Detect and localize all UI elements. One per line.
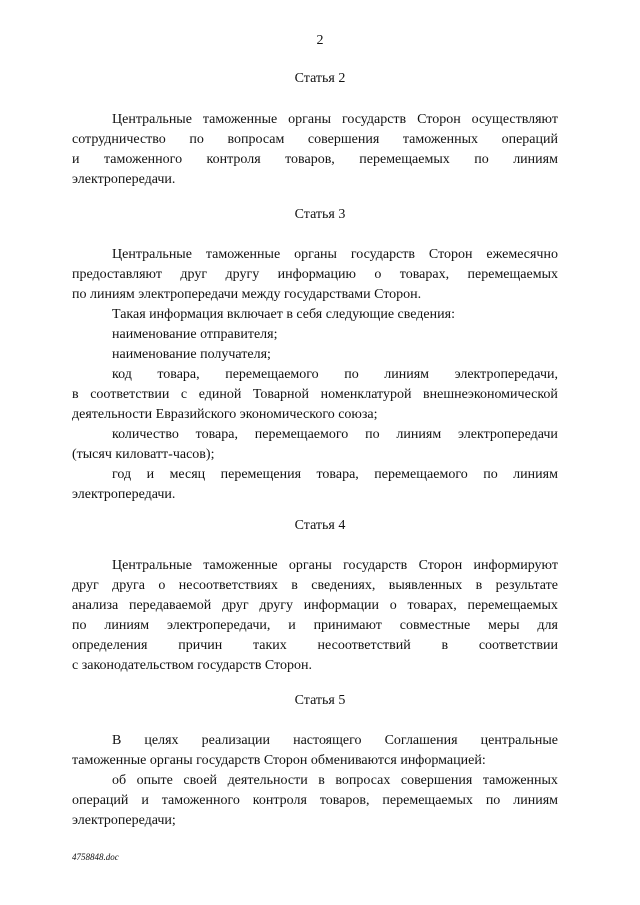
word: внешнеэкономической [423, 387, 558, 402]
text-line [72, 731, 558, 751]
word: предоставляют [72, 267, 162, 282]
word: таможенные [205, 247, 281, 262]
text-line [72, 771, 558, 791]
word: другу [225, 267, 260, 282]
article-4-paragraph [72, 556, 558, 676]
word: и [288, 618, 296, 633]
word: таможенных [402, 132, 478, 147]
word: друга [112, 578, 145, 593]
text-line-last: таможенные органы государств Сторон обмениваются информацией: [72, 753, 486, 768]
word: информируют [473, 558, 558, 573]
word: товара, [316, 467, 359, 482]
text-line-last: с законодательством государств Сторон. [72, 658, 313, 673]
word: совершения [307, 132, 380, 147]
word: и [72, 152, 80, 167]
text-line [72, 265, 558, 285]
word: таможенного [161, 793, 240, 808]
text-line [72, 616, 558, 636]
word: причин [178, 638, 223, 653]
word: перемещаемых [467, 267, 558, 282]
text-line [72, 596, 558, 616]
text-line [72, 150, 558, 170]
word: месяц [169, 467, 206, 482]
word: контроля [252, 793, 307, 808]
word: Сторон [428, 247, 473, 262]
word: по [485, 793, 501, 808]
word: перемещаемого [225, 367, 319, 382]
word: электропередачи, [454, 367, 558, 382]
word: друг [72, 578, 99, 593]
word: другу [259, 598, 294, 613]
word: органы [294, 247, 337, 262]
article-5-heading: Статья 5 [294, 693, 346, 708]
word: перемещаемых [382, 793, 473, 808]
word: таможенных [482, 773, 558, 788]
word: перемещаемого [374, 467, 468, 482]
word: ежемесячно [486, 247, 558, 262]
word: номенклатурой [320, 387, 412, 402]
word: целях [144, 733, 179, 748]
word: товара, [195, 427, 238, 442]
word: с [180, 387, 188, 402]
word: государств [341, 112, 407, 127]
word: товарах, [407, 598, 457, 613]
text-line [72, 365, 558, 385]
footer-document-id: 4758848.doc [72, 852, 119, 862]
article-2-paragraph [72, 110, 558, 190]
text-line-last: электропередачи; [72, 813, 176, 828]
word: операций [501, 132, 558, 147]
text-line-last: (тысяч киловатт-часов); [72, 447, 215, 462]
word: в [72, 387, 79, 402]
word: информации [303, 598, 380, 613]
text-line [72, 130, 558, 150]
word: соответствии [478, 638, 558, 653]
word: вопросам [227, 132, 285, 147]
word: настоящего [293, 733, 362, 748]
word: Центральные [112, 112, 192, 127]
word: органы [288, 558, 332, 573]
word: несоответствий [317, 638, 411, 653]
article-5-paragraph-2 [72, 771, 558, 831]
text-line [72, 110, 558, 130]
article-2-heading: Статья 2 [294, 71, 346, 86]
article-3-heading: Статья 3 [294, 207, 346, 222]
word: несоответствиях [178, 578, 278, 593]
word: таких [253, 638, 287, 653]
text-line [72, 576, 558, 596]
word: о [374, 267, 382, 282]
word: таможенные [203, 558, 278, 573]
word: друг [221, 598, 249, 613]
word: В [112, 733, 122, 748]
word: определения [72, 638, 148, 653]
page-number: 2 [316, 33, 324, 48]
word: друг [180, 267, 208, 282]
word: об [112, 773, 127, 788]
word: сведениях, [311, 578, 376, 593]
text-line-last: электропередачи. [72, 487, 176, 502]
word: совместные [399, 618, 471, 633]
word: линиям [513, 152, 558, 167]
word: по [189, 132, 204, 147]
word: линиям [513, 793, 558, 808]
word: таможенного [103, 152, 183, 167]
text-line [72, 425, 558, 445]
word: количество [112, 427, 179, 442]
word: опыте [136, 773, 173, 788]
word: операций [72, 793, 129, 808]
word: совершения [400, 773, 473, 788]
word: товарах, [399, 267, 450, 282]
word: линиям [104, 618, 150, 633]
word: в [475, 578, 483, 593]
word: соответствии [90, 387, 170, 402]
word: в [441, 638, 449, 653]
word: линиям [384, 367, 430, 382]
word: о [158, 578, 166, 593]
word: для [537, 618, 558, 633]
word: товаров, [319, 793, 370, 808]
word: в [318, 773, 325, 788]
article-3-item-1: наименование отправителя; [112, 327, 278, 342]
article-3-paragraph-1 [72, 245, 558, 305]
article-3-item-3 [72, 365, 558, 425]
word: перемещаемых [467, 598, 558, 613]
text-line-last: электропередачи. [72, 172, 176, 187]
word: осуществляют [471, 112, 558, 127]
text-line-last: деятельности Евразийского экономического союза; [72, 407, 378, 422]
text-line [72, 465, 558, 485]
word: по [344, 367, 359, 382]
word: перемещаемого [254, 427, 349, 442]
word: выявленных [388, 578, 463, 593]
word: Сторон [417, 112, 461, 127]
word: товаров, [285, 152, 335, 167]
word: электропередачи, [166, 618, 271, 633]
word: товара, [157, 367, 200, 382]
word: Сторон [418, 558, 463, 573]
word: линиям [396, 427, 442, 442]
word: перемещения [220, 467, 302, 482]
word: по [474, 152, 489, 167]
word: органы [288, 112, 332, 127]
article-3-item-4 [72, 425, 558, 465]
word: сотрудничество [72, 132, 166, 147]
word: в [291, 578, 298, 593]
word: контроля [206, 152, 261, 167]
word: государств [350, 247, 416, 262]
word: анализа [72, 598, 119, 613]
text-line [72, 385, 558, 405]
word: меры [488, 618, 520, 633]
article-5-paragraph-1 [72, 731, 558, 771]
word: реализации [201, 733, 271, 748]
word: Центральные [112, 247, 192, 262]
word: и [146, 467, 155, 482]
word: линиям [513, 467, 558, 482]
word: электропередачи [458, 427, 558, 442]
word: деятельности [227, 773, 308, 788]
word: таможенные [202, 112, 278, 127]
word: единой [198, 387, 242, 402]
article-3-item-2: наименование получателя; [112, 347, 271, 362]
word: код [112, 367, 132, 382]
word: Товарной [252, 387, 310, 402]
text-line-last: по линиям электропередачи между государствами Сторон. [72, 287, 422, 302]
word: Соглашения [384, 733, 458, 748]
article-3-item-5 [72, 465, 558, 505]
text-line [72, 636, 558, 656]
article-3-paragraph-2: Такая информация включает в себя следующие сведения: [112, 307, 455, 322]
word: информацию [277, 267, 356, 282]
word: Центральные [112, 558, 192, 573]
text-line [72, 556, 558, 576]
word: год [112, 467, 132, 482]
word: государств [343, 558, 408, 573]
word: и [141, 793, 149, 808]
word: перемещаемых [359, 152, 450, 167]
word: по [72, 618, 87, 633]
word: о [389, 598, 397, 613]
word: по [483, 467, 498, 482]
word: результате [495, 578, 558, 593]
word: по [365, 427, 380, 442]
word: своей [183, 773, 218, 788]
text-line [72, 791, 558, 811]
word: вопросах [335, 773, 391, 788]
word: принимают [313, 618, 382, 633]
word: передаваемой [128, 598, 212, 613]
word: центральные [480, 733, 558, 748]
article-4-heading: Статья 4 [294, 518, 346, 533]
text-line [72, 245, 558, 265]
